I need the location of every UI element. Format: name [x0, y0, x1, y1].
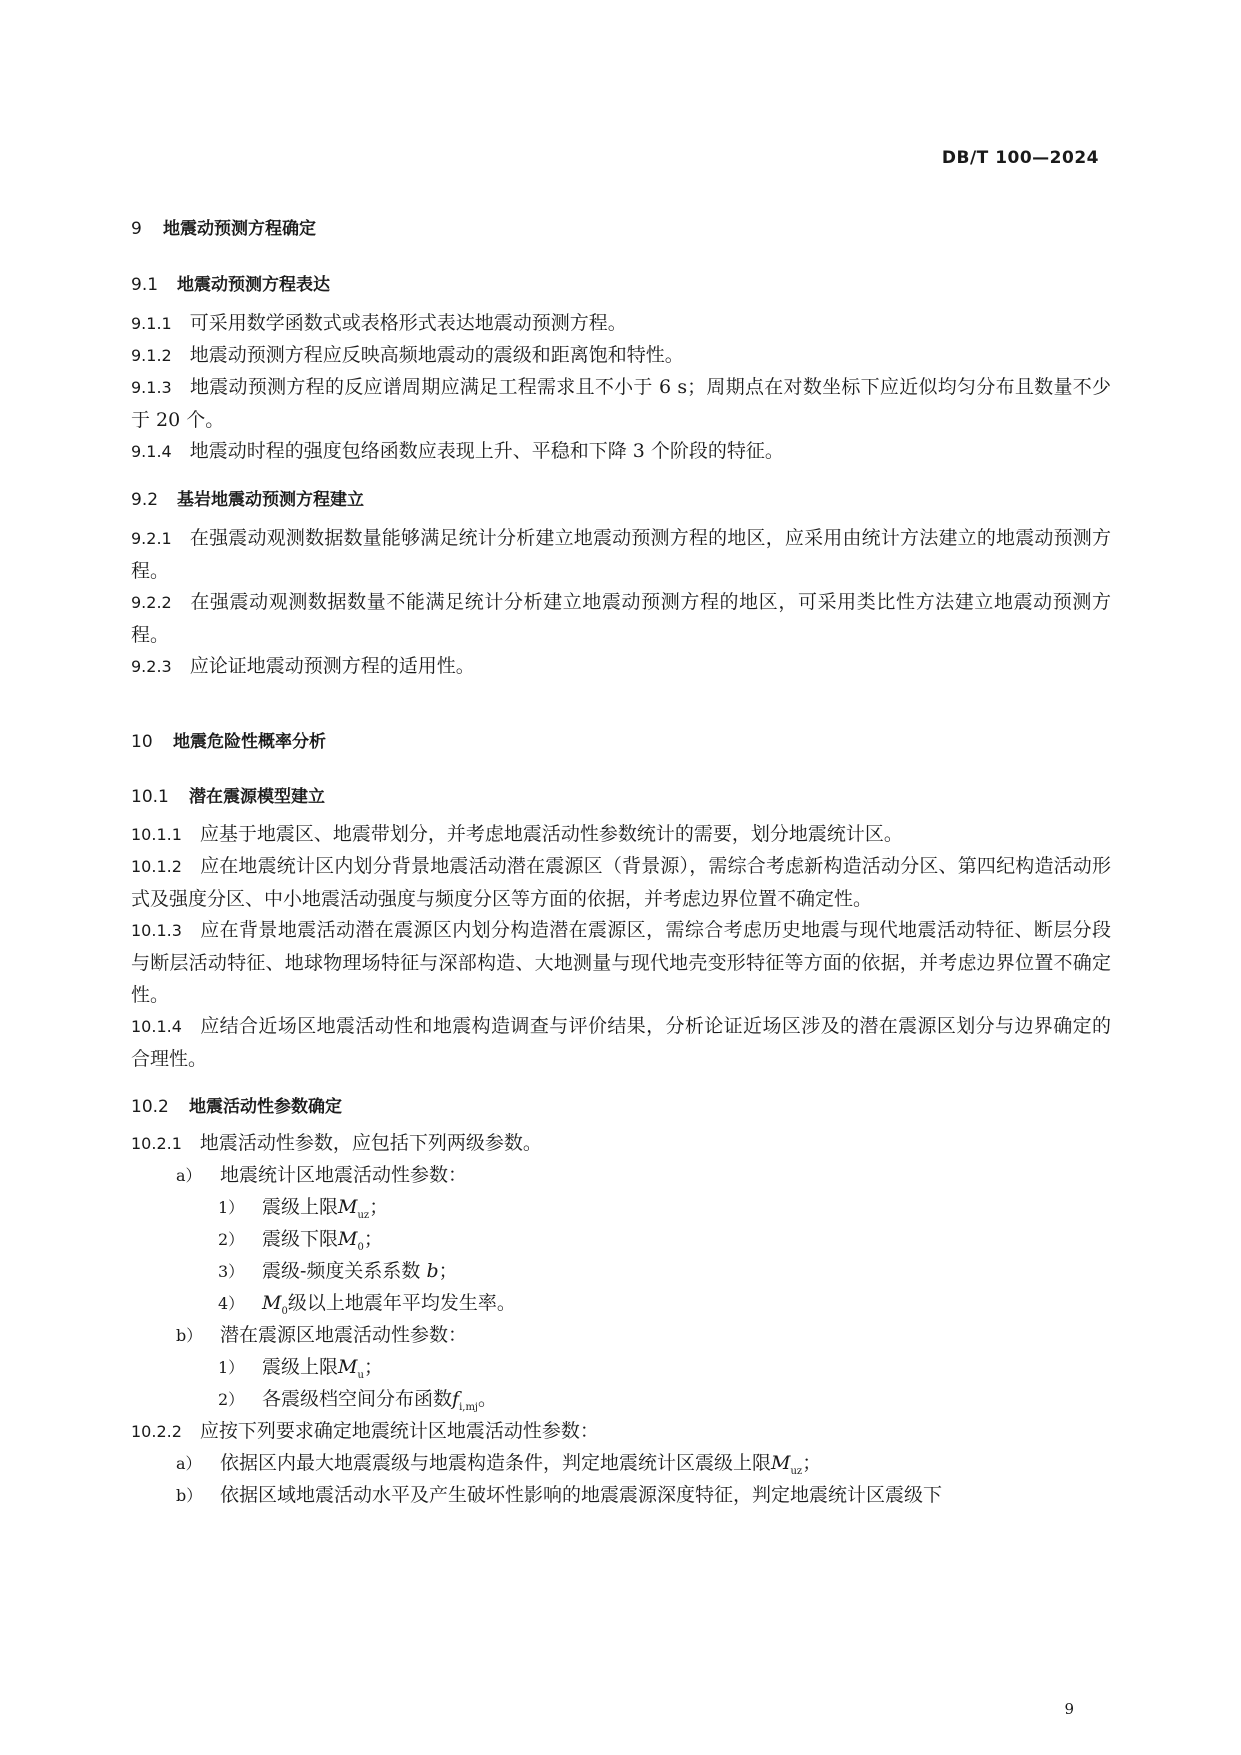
clause-text: 应在背景地震活动潜在震源区内划分构造潜在震源区，需综合考虑历史地震与现代地震活动特征、断层分段与断层活动特征、地球物理场特征与深部构造、大地测量与现代地壳变形特征等方面的依据，并考虑边界位置不确定性。 — [131, 919, 1111, 1006]
clause-text: 地震活动性参数，应包括下列两级参数。 — [199, 1132, 542, 1154]
clause-text: 地震动时程的强度包络函数应表现上升、平稳和下降 3 个阶段的特征。 — [189, 440, 784, 462]
clause-9-1-1 — [131, 307, 1111, 340]
clause-10-1-2 — [131, 850, 1111, 915]
list-marker: a） — [176, 1454, 202, 1473]
clause-text: 在强震动观测数据数量能够满足统计分析建立地震动预测方程的地区，应采用由统计方法建立的地震动预测方程。 — [131, 527, 1111, 582]
section-10-1-heading — [131, 782, 325, 807]
math-subscript: uz — [357, 1209, 370, 1221]
list-punct: ； — [369, 1196, 389, 1218]
clause-number: 10.1.4 — [131, 1017, 182, 1036]
list-marker: 1） — [218, 1198, 245, 1217]
clause-text: 应在地震统计区内划分背景地震活动潜在震源区（背景源），需综合考虑新构造活动分区、第四纪构造活动形式及强度分区、中小地震活动强度与频度分区等方面的依据，并考虑边界位置不确定性。 — [131, 855, 1111, 910]
list-marker: 4） — [218, 1294, 245, 1313]
math-variable: f — [452, 1388, 460, 1410]
clause-text: 可采用数学函数式或表格形式表达地震动预测方程。 — [189, 312, 627, 334]
list-text: 依据区内最大地震震级与地震构造条件，判定地震统计区震级上限 — [220, 1452, 772, 1474]
clause-10-2-1 — [131, 1127, 1111, 1160]
list-text: 潜在震源区地震活动性参数： — [220, 1324, 468, 1346]
math-variable: M — [771, 1452, 791, 1474]
section-title: 地震动预测方程确定 — [163, 219, 316, 239]
clause-10-1-3 — [131, 914, 1111, 1011]
clause-number: 10.1.1 — [131, 825, 182, 844]
section-9-1-heading — [131, 270, 330, 295]
clause-10-1-4 — [131, 1010, 1111, 1075]
clause-number: 9.1.2 — [131, 346, 172, 365]
math-subscript: uz — [790, 1465, 803, 1477]
list-marker: 1） — [218, 1358, 245, 1377]
clause-number: 10.2.1 — [131, 1134, 182, 1153]
clause-number: 10.1.2 — [131, 857, 182, 876]
clause-number: 10.2.2 — [131, 1422, 182, 1441]
section-number: 9 — [131, 219, 142, 239]
math-subscript: 0 — [357, 1241, 364, 1253]
list-text: 级以上地震年平均发生率。 — [287, 1292, 516, 1314]
list-marker: b） — [176, 1326, 203, 1345]
clause-text: 地震动预测方程应反映高频地震动的震级和距离饱和特性。 — [189, 344, 684, 366]
section-number: 10 — [131, 732, 153, 752]
list-text: 震级上限 — [262, 1196, 339, 1218]
section-9-2-heading — [131, 485, 364, 510]
clause-text: 应按下列要求确定地震统计区地震活动性参数： — [199, 1420, 599, 1442]
list-text: 各震级档空间分布函数 — [262, 1388, 453, 1410]
clause-text: 地震动预测方程的反应谱周期应满足工程需求且不小于 6 s；周期点在对数坐标下应近似均匀分布且数量不少于 20 个。 — [131, 376, 1111, 431]
clause-number: 9.1.3 — [131, 378, 172, 397]
section-title: 潜在震源模型建立 — [189, 787, 325, 807]
section-number: 10.2 — [131, 1097, 169, 1117]
list-marker: 2） — [218, 1230, 245, 1249]
section-number: 9.2 — [131, 490, 159, 510]
clause-number: 10.1.3 — [131, 921, 182, 940]
list-item-a — [176, 1159, 467, 1192]
clause-9-2-1 — [131, 522, 1111, 587]
list-item-a-3 — [218, 1255, 458, 1288]
clause-10-2-2 — [131, 1415, 1111, 1448]
math-subscript: i,mj — [459, 1401, 479, 1413]
list-punct: ； — [802, 1452, 822, 1474]
list-text: 地震统计区地震活动性参数： — [220, 1164, 468, 1186]
list-marker: 2） — [218, 1390, 245, 1409]
clause-number: 9.2.2 — [131, 593, 172, 612]
list-punct: ； — [363, 1356, 383, 1378]
math-variable: M — [338, 1196, 358, 1218]
list-punct: 。 — [478, 1388, 498, 1410]
section-title: 地震活动性参数确定 — [189, 1097, 342, 1117]
clause-number: 9.2.1 — [131, 529, 172, 548]
list-text: 震级下限 — [262, 1228, 339, 1250]
clause-text: 应基于地震区、地震带划分，并考虑地震活动性参数统计的需要，划分地震统计区。 — [199, 823, 903, 845]
list-text: 震级上限 — [262, 1356, 339, 1378]
math-variable: M — [262, 1292, 282, 1314]
list-marker: a） — [176, 1166, 202, 1185]
math-variable: M — [338, 1356, 358, 1378]
list-marker: 3） — [218, 1262, 245, 1281]
clause-10-1-1 — [131, 818, 1111, 851]
clause-9-1-2 — [131, 339, 1111, 372]
section-title: 地震危险性概率分析 — [173, 732, 326, 752]
list-item-d — [176, 1479, 942, 1512]
section-number: 10.1 — [131, 787, 169, 807]
section-title: 基岩地震动预测方程建立 — [177, 490, 364, 510]
clause-text: 应论证地震动预测方程的适用性。 — [189, 655, 475, 677]
list-punct: ； — [438, 1260, 458, 1282]
clause-number: 9.1.4 — [131, 442, 172, 461]
math-variable: b — [426, 1260, 439, 1282]
section-title: 地震动预测方程表达 — [177, 275, 330, 295]
section-10-2-heading — [131, 1092, 342, 1117]
clause-number: 9.2.3 — [131, 657, 172, 676]
clause-9-1-4 — [131, 435, 1111, 468]
section-number: 9.1 — [131, 275, 159, 295]
clause-9-2-3 — [131, 650, 1111, 683]
clause-9-1-3 — [131, 371, 1111, 436]
list-punct: ； — [363, 1228, 383, 1250]
list-text: 震级-频度关系系数 — [262, 1260, 427, 1282]
section-10-heading — [131, 727, 326, 752]
math-subscript: 0 — [281, 1305, 288, 1317]
list-marker: b） — [176, 1486, 203, 1505]
math-variable: M — [338, 1228, 358, 1250]
math-subscript: u — [357, 1369, 364, 1381]
page-number: 9 — [1064, 1700, 1074, 1718]
clause-text: 在强震动观测数据数量不能满足统计分析建立地震动预测方程的地区，可采用类比性方法建立地震动预测方程。 — [131, 591, 1111, 646]
clause-number: 9.1.1 — [131, 314, 172, 333]
document-code: DB/T 100—2024 — [941, 148, 1099, 168]
list-item-b — [176, 1319, 467, 1352]
clause-9-2-2 — [131, 586, 1111, 651]
section-9-heading — [131, 214, 316, 239]
list-text: 依据区域地震活动水平及产生破坏性影响的地震震源深度特征，判定地震统计区震级下 — [220, 1484, 943, 1506]
clause-text: 应结合近场区地震活动性和地震构造调查与评价结果，分析论证近场区涉及的潜在震源区划分与边界确定的合理性。 — [131, 1015, 1111, 1070]
